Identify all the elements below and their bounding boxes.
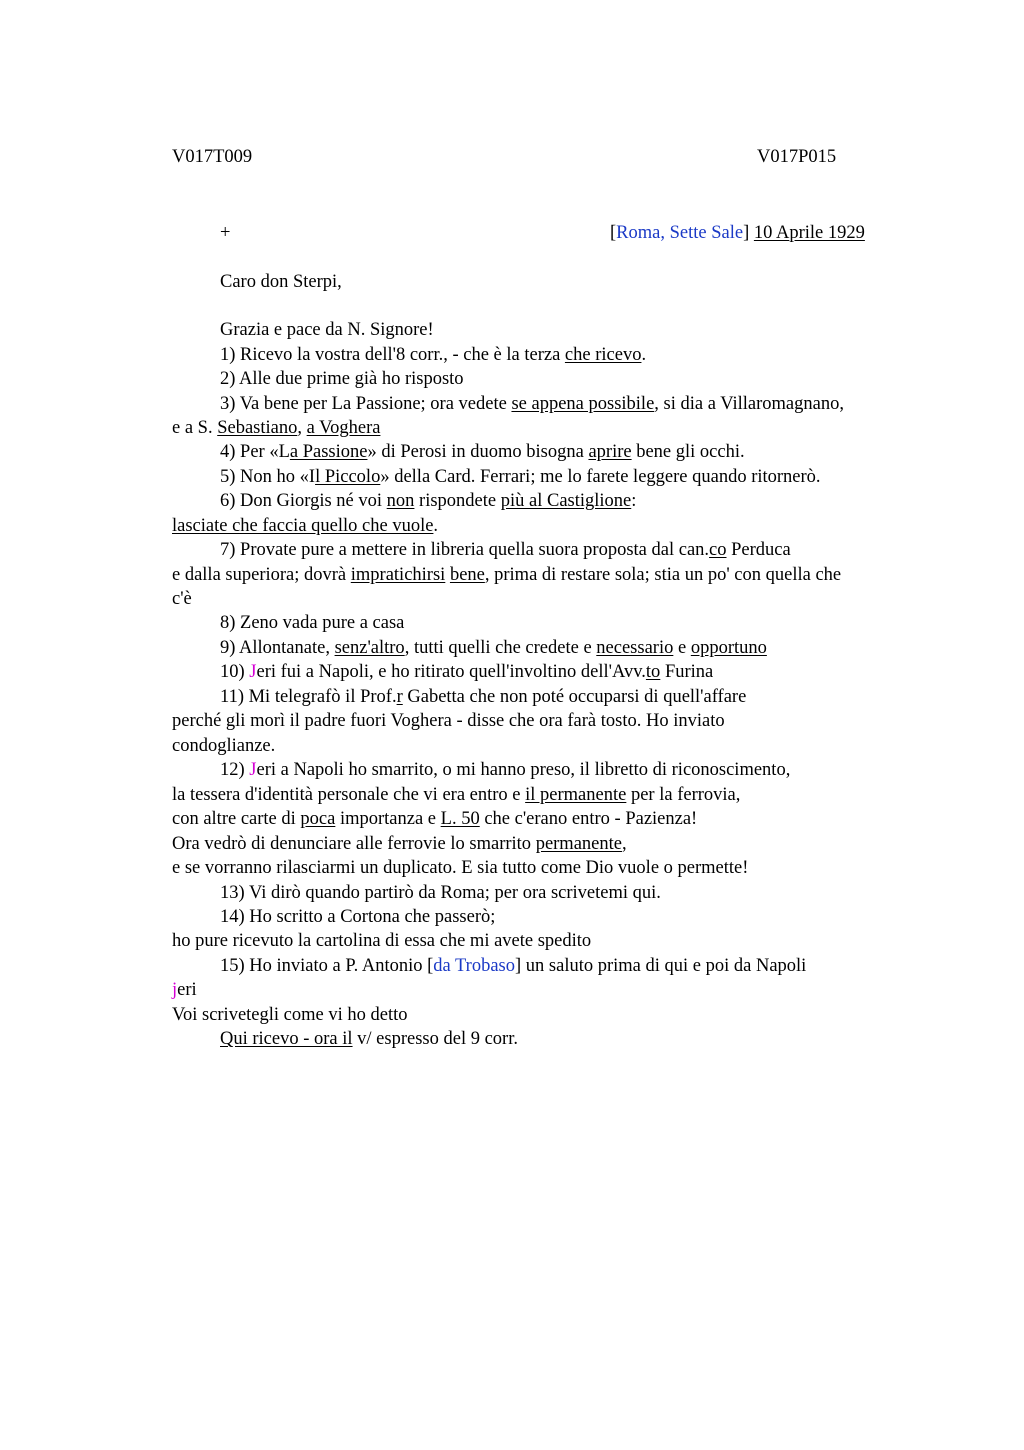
date-day: 10 A xyxy=(753,223,790,243)
item-14-cont: ho pure ricevuto la cartolina di essa che mi avete spedito xyxy=(172,931,592,951)
item-14: 14) Ho scritto a Cortona che passerò; xyxy=(220,907,496,927)
item-6-cont: lasciate che faccia quello che vuole. xyxy=(172,516,439,536)
item-11: 11) Mi telegrafò il Prof.r Gabetta che non poté occuparsi di quell'affare xyxy=(220,687,747,707)
date-rest: prile 1929 xyxy=(789,223,865,243)
item-12-cont2: con altre carte di poca importanza e L. 50 che c'erano entro - Pazienza! xyxy=(172,809,698,829)
cross-mark: + xyxy=(220,223,231,243)
postscript: Qui ricevo - ora il v/ espresso del 9 corr. xyxy=(220,1029,518,1049)
item-2: 2) Alle due prime già ho risposto xyxy=(220,369,464,389)
item-13: 13) Vi dirò quando partirò da Roma; per ora scrivetemi qui. xyxy=(220,883,661,903)
item-12-cont3: Ora vedrò di denunciare alle ferrovie lo smarrito permanente, xyxy=(172,834,627,854)
item-5: 5) Non ho «Il Piccolo» della Card. Ferrari; me lo farete leggere quando ritornerò. xyxy=(220,467,821,487)
item-7-cont: e dalla superiora; dovrà impratichirsi bene, prima di restare sola; stia un po' con quella che xyxy=(172,565,842,585)
document-code: V017T009 xyxy=(172,147,253,167)
item-12-cont: la tessera d'identità personale che vi era entro e il permanente per la ferrovia, xyxy=(172,785,741,805)
item-6: 6) Don Giorgis né voi non rispondete più al Castiglione: xyxy=(220,491,637,511)
item-11-cont: perché gli morì il padre fuori Voghera - disse che ora farà tosto. Ho inviato xyxy=(172,711,725,731)
item-15-cont2: Voi scrivetegli come vi ho detto xyxy=(172,1005,408,1025)
item-10: 10) Jeri fui a Napoli, e ho ritirato quell'involtino dell'Avv.to Furina xyxy=(220,662,714,682)
item-15: 15) Ho inviato a P. Antonio [da Trobaso] un saluto prima di qui e poi da Napoli xyxy=(220,956,807,976)
item-11-cont2: condoglianze. xyxy=(172,736,276,756)
item-8: 8) Zeno vada pure a casa xyxy=(220,613,405,633)
item-9: 9) Allontanate, senz'altro, tutti quelli che credete e necessario e opportuno xyxy=(220,638,767,658)
page-code: V017P015 xyxy=(757,147,837,167)
greeting: Grazia e pace da N. Signore! xyxy=(220,320,434,340)
item-1: 1) Ricevo la vostra dell'8 corr., - che è la terza che ricevo. xyxy=(220,345,647,365)
item-3-cont: e a S. Sebastiano, a Voghera xyxy=(172,418,381,438)
item-15-cont: jeri xyxy=(172,980,197,1000)
salutation: Caro don Sterpi, xyxy=(220,272,342,292)
item-3: 3) Va bene per La Passione; ora vedete se appena possibile, si dia a Villaromagnano, xyxy=(220,394,844,414)
dateline: [Roma, Sette Sale] 10 Aprile 1929 xyxy=(610,223,865,243)
item-7-cont2: c'è xyxy=(172,589,192,609)
item-12-cont4: e se vorranno rilasciarmi un duplicato. E sia tutto come Dio vuole o permette! xyxy=(172,858,749,878)
item-7: 7) Provate pure a mettere in libreria quella suora proposta dal can.co Perduca xyxy=(220,540,791,560)
item-12: 12) Jeri a Napoli ho smarrito, o mi hanno preso, il libretto di riconoscimento, xyxy=(220,760,791,780)
item-4: 4) Per «La Passione» di Perosi in duomo bisogna aprire bene gli occhi. xyxy=(220,442,745,462)
place: Roma, Sette Sale xyxy=(616,223,744,243)
